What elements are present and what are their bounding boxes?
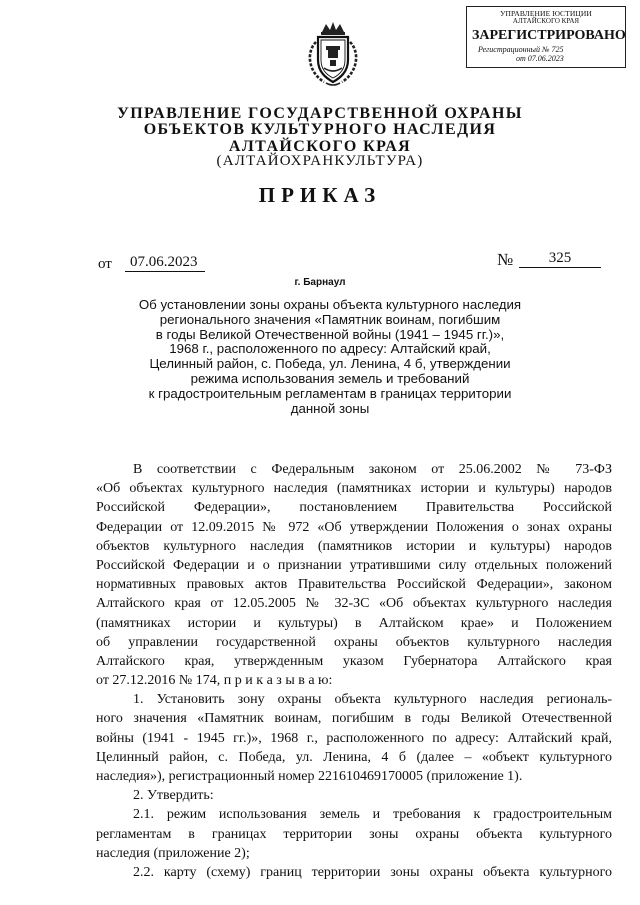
body-line: В соответствии с Федеральным законом от 25.06.2002 № 73-ФЗ xyxy=(133,462,612,477)
stamp-date: от 07.06.2023 xyxy=(516,54,564,64)
order-date: 07.06.2023 xyxy=(125,254,205,272)
stamp-org-line2: АЛТАЙСКОГО КРАЯ xyxy=(512,17,580,26)
clause-1-line: ного значения «Памятник воинам, погибшим в годы Великой Отечественной xyxy=(96,711,612,727)
clause-2-1-line: регламентам в границах территории зоны охраны объекта культурного xyxy=(96,826,612,842)
subject-line: режима использования земель и требований xyxy=(190,370,470,386)
clause-1-line: 1. Установить зону охраны объекта культурного наследия региональ- xyxy=(133,692,612,708)
clause-1-line: наследия»), регистрационный номер 221610469170005 (приложение 1). xyxy=(96,769,523,784)
subject-line: Целинный район, с. Победа, ул. Ленина, 4 б, утверждении xyxy=(149,356,511,372)
order-number: 325 xyxy=(519,250,601,268)
order-subject xyxy=(100,298,560,416)
body-line: нормативных правовых актов Правительства Российской Федерации», законом xyxy=(96,577,612,593)
clause-2-2-line: 2.2. карту (схему) границ территории зоны охраны объекта культурного xyxy=(133,864,612,880)
org-name-line2: ОБЪЕКТОВ КУЛЬТУРНОГО НАСЛЕДИЯ xyxy=(143,121,497,138)
stamp-status: ЗАРЕГИСТРИРОВАНО xyxy=(472,27,626,43)
document-title: ПРИКАЗ xyxy=(258,183,382,207)
body-line: объектов культурного наследия (памятников истории и культуры) народов xyxy=(96,538,612,554)
subject-line: в годы Великой Отечественной войны (1941 – 1945 гг.)», xyxy=(155,326,505,342)
body-line: Алтайского края от 12.05.2005 № 32-ЗС «Об объектах культурного наследия xyxy=(96,596,612,612)
subject-line: 1968 г., расположенного по адресу: Алтайский край, xyxy=(169,341,491,357)
clause-2-1-line: 2.1. режим использования земель и требования к градостроительным xyxy=(133,807,612,823)
stamp-reg-number: Регистрационный № 725 xyxy=(478,45,564,55)
subject-line: данной зоны xyxy=(290,400,370,416)
number-label: № xyxy=(497,250,514,269)
clause-2-heading: 2. Утвердить: xyxy=(133,788,214,804)
body-line: Российской Федерации и о признании утратившими силу отдельных положений xyxy=(96,557,612,573)
subject-line: к градостроительным регламентам в границах территории xyxy=(148,385,512,401)
body-line: «Об объектах культурного наследия (памятниках истории и культуры) народов xyxy=(96,481,612,497)
registration-stamp xyxy=(466,6,626,68)
subject-line: Об установлении зоны охраны объекта культурного наследия xyxy=(138,297,522,312)
order-body xyxy=(96,460,612,882)
body-line: от 27.12.2016 № 174, п р и к а з ы в а ю: xyxy=(96,673,333,689)
body-line: об управлении государственной охраны объектов культурного наследия xyxy=(96,634,612,650)
date-label: от xyxy=(98,256,112,272)
clause-1-line: войны (1941 - 1945 гг.)», 1968 г., расположенного по адресу: Алтайский край, xyxy=(96,730,612,746)
body-line: Федерации от 12.09.2015 № 972 «Об утверждении Положения о зонах охраны xyxy=(96,519,612,535)
clause-1-line: Целинный район, с. Победа, ул. Ленина, 4 б (далее – «объект культурного xyxy=(96,749,612,765)
stamp-org-line1: УПРАВЛЕНИЕ ЮСТИЦИИ xyxy=(500,9,592,18)
altai-krai-coat-of-arms-icon xyxy=(302,20,364,90)
body-line: (памятниках истории и культуры) в Алтайском крае» и Положением xyxy=(96,615,612,631)
subject-line: регионального значения «Памятник воинам, погибшим xyxy=(159,311,501,327)
body-line: Алтайского края, утвержденным указом Губернатора Алтайского края xyxy=(96,653,612,669)
org-short-name: (АЛТАЙОХРАНКУЛЬТУРА) xyxy=(216,153,424,169)
org-name-line1: УПРАВЛЕНИЕ ГОСУДАРСТВЕННОЙ ОХРАНЫ xyxy=(117,105,523,122)
org-name-line3: АЛТАЙСКОГО КРАЯ xyxy=(228,138,412,155)
body-line: Российской Федерации», постановлением Правительства Российской xyxy=(96,500,612,516)
city: г. Барнаул xyxy=(294,277,346,288)
clause-2-1-line: наследия (приложение 2); xyxy=(96,845,250,861)
